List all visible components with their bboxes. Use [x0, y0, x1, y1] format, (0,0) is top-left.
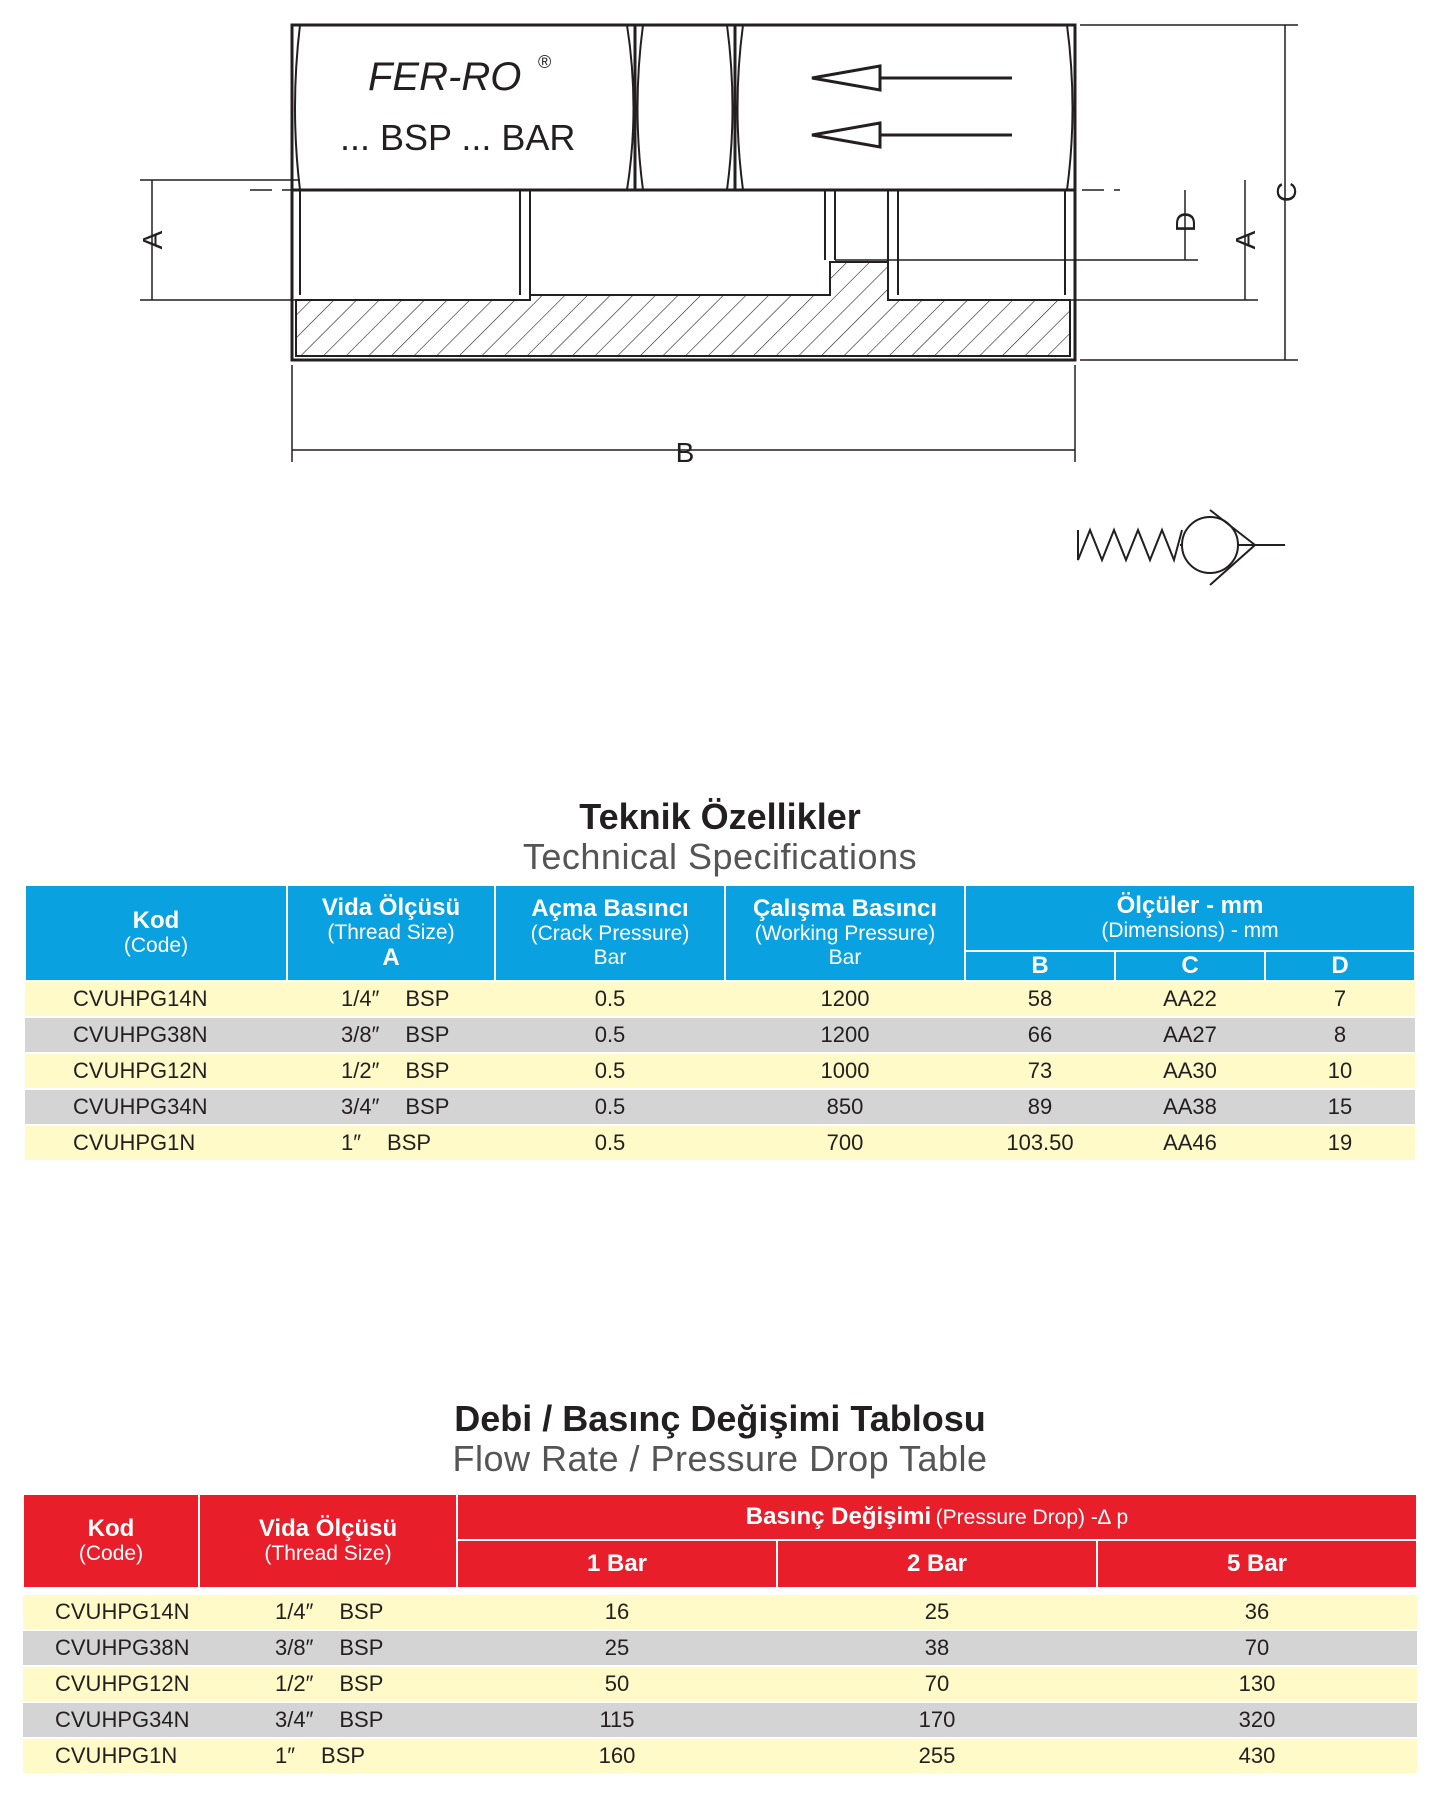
cell-dim-b: 73: [965, 1053, 1115, 1089]
header-1-bar: 1 Bar: [457, 1540, 777, 1588]
header-dim-c: C: [1115, 951, 1265, 981]
cell-code: CVUHPG12N: [25, 1053, 287, 1089]
cell-code: CVUHPG34N: [23, 1702, 199, 1738]
cell-drop-2-bar: 38: [777, 1630, 1097, 1666]
cell-code: CVUHPG14N: [25, 981, 287, 1017]
cell-dim-c: AA22: [1115, 981, 1265, 1017]
cell-thread-size: 3/8″ BSP: [199, 1630, 457, 1666]
flow-rate-pressure-drop-table: [22, 1493, 1418, 1775]
cell-thread-size: 3/4″ BSP: [287, 1089, 495, 1125]
cell-working-pressure: 700: [725, 1125, 965, 1161]
cell-thread-size: 1″ BSP: [287, 1125, 495, 1161]
dimension-a-right-label: A: [1230, 230, 1261, 250]
header-dimensions: Ölçüler - mm (Dimensions) - mm: [965, 885, 1415, 951]
cell-crack-pressure: 0.5: [495, 1053, 725, 1089]
dimension-d: [835, 190, 1198, 260]
header-5-bar: 5 Bar: [1097, 1540, 1417, 1588]
header-code: Kod (Code): [23, 1494, 199, 1588]
table-row: [25, 1089, 1415, 1125]
header-dim-d: D: [1265, 951, 1415, 981]
cell-drop-1-bar: 115: [457, 1702, 777, 1738]
header-code: Kod (Code): [25, 885, 287, 981]
cell-working-pressure: 1200: [725, 1017, 965, 1053]
header-pressure-drop: Basınç Değişimi (Pressure Drop) -∆ p: [457, 1494, 1417, 1540]
flow-arrows: [812, 66, 1012, 147]
spec-section-title: [0, 797, 1440, 877]
cell-dim-d: 19: [1265, 1125, 1415, 1161]
cell-dim-d: 10: [1265, 1053, 1415, 1089]
cell-thread-size: 3/4″ BSP: [199, 1702, 457, 1738]
flow-title-en: Flow Rate / Pressure Drop Table: [452, 1438, 988, 1479]
cell-code: CVUHPG34N: [25, 1089, 287, 1125]
cell-thread-size: 3/8″ BSP: [287, 1017, 495, 1053]
table-row: [23, 1630, 1417, 1666]
cell-dim-b: 103.50: [965, 1125, 1115, 1161]
dimension-c-label: C: [1271, 181, 1302, 203]
table-row: [25, 981, 1415, 1017]
header-working-pressure: Çalışma Basıncı (Working Pressure) Bar: [725, 885, 965, 981]
table-row: [23, 1702, 1417, 1738]
cell-drop-1-bar: 160: [457, 1738, 777, 1774]
section-hatch: [296, 262, 1070, 356]
valve-technical-drawing: [0, 0, 1440, 600]
table-row: [23, 1738, 1417, 1774]
cell-code: CVUHPG1N: [25, 1125, 287, 1161]
cell-code: CVUHPG38N: [25, 1017, 287, 1053]
cell-drop-5-bar: 430: [1097, 1738, 1417, 1774]
cell-drop-1-bar: 25: [457, 1630, 777, 1666]
cell-drop-2-bar: 255: [777, 1738, 1097, 1774]
cell-drop-2-bar: 170: [777, 1702, 1097, 1738]
cell-dim-b: 66: [965, 1017, 1115, 1053]
cell-dim-b: 89: [965, 1089, 1115, 1125]
header-dim-b: B: [965, 951, 1115, 981]
cell-dim-c: AA46: [1115, 1125, 1265, 1161]
header-crack-pressure: Açma Basıncı (Crack Pressure) Bar: [495, 885, 725, 981]
cell-crack-pressure: 0.5: [495, 1089, 725, 1125]
table-row: [23, 1666, 1417, 1702]
cell-dim-d: 8: [1265, 1017, 1415, 1053]
cell-drop-1-bar: 50: [457, 1666, 777, 1702]
cell-drop-5-bar: 36: [1097, 1595, 1417, 1630]
cell-dim-c: AA38: [1115, 1089, 1265, 1125]
cell-thread-size: 1/4″ BSP: [287, 981, 495, 1017]
cell-drop-5-bar: 320: [1097, 1702, 1417, 1738]
header-thread-size: Vida Ölçüsü (Thread Size) A: [287, 885, 495, 981]
table-row: [25, 1053, 1415, 1089]
cell-code: CVUHPG1N: [23, 1738, 199, 1774]
cell-drop-2-bar: 70: [777, 1666, 1097, 1702]
table-row: [25, 1017, 1415, 1053]
cell-crack-pressure: 0.5: [495, 1017, 725, 1053]
cell-crack-pressure: 0.5: [495, 1125, 725, 1161]
dimension-d-label: D: [1170, 211, 1201, 233]
registered-mark: ®: [538, 52, 552, 72]
cell-dim-c: AA30: [1115, 1053, 1265, 1089]
cell-working-pressure: 850: [725, 1089, 965, 1125]
spec-title-en: Technical Specifications: [522, 836, 918, 877]
body-marking: ... BSP ... BAR: [340, 117, 576, 158]
dimension-b-label: B: [675, 437, 695, 468]
table-row: [25, 1125, 1415, 1161]
cell-dim-d: 15: [1265, 1089, 1415, 1125]
cell-working-pressure: 1200: [725, 981, 965, 1017]
cell-thread-size: 1/2″ BSP: [287, 1053, 495, 1089]
cell-dim-c: AA27: [1115, 1017, 1265, 1053]
technical-specifications-table: [24, 884, 1416, 1162]
cell-code: CVUHPG12N: [23, 1666, 199, 1702]
cell-crack-pressure: 0.5: [495, 981, 725, 1017]
cell-code: CVUHPG38N: [23, 1630, 199, 1666]
cell-dim-d: 7: [1265, 981, 1415, 1017]
check-valve-symbol-icon: [1078, 510, 1285, 585]
cell-dim-b: 58: [965, 981, 1115, 1017]
cell-thread-size: 1/2″ BSP: [199, 1666, 457, 1702]
header-thread-size: Vida Ölçüsü (Thread Size): [199, 1494, 457, 1588]
cell-code: CVUHPG14N: [23, 1595, 199, 1630]
cell-thread-size: 1/4″ BSP: [199, 1595, 457, 1630]
cell-drop-5-bar: 130: [1097, 1666, 1417, 1702]
brand-name: FER-RO: [368, 55, 522, 99]
header-2-bar: 2 Bar: [777, 1540, 1097, 1588]
spec-title-tr: Teknik Özellikler: [579, 796, 861, 837]
flow-section-title: [0, 1399, 1440, 1479]
table-row: [23, 1595, 1417, 1630]
dimension-a-left-label: A: [137, 230, 168, 250]
cell-thread-size: 1″ BSP: [199, 1738, 457, 1774]
flow-title-tr: Debi / Basınç Değişimi Tablosu: [454, 1398, 986, 1439]
dimension-c: [1080, 25, 1298, 360]
cell-working-pressure: 1000: [725, 1053, 965, 1089]
cell-drop-5-bar: 70: [1097, 1630, 1417, 1666]
cell-drop-2-bar: 25: [777, 1595, 1097, 1630]
cell-drop-1-bar: 16: [457, 1595, 777, 1630]
